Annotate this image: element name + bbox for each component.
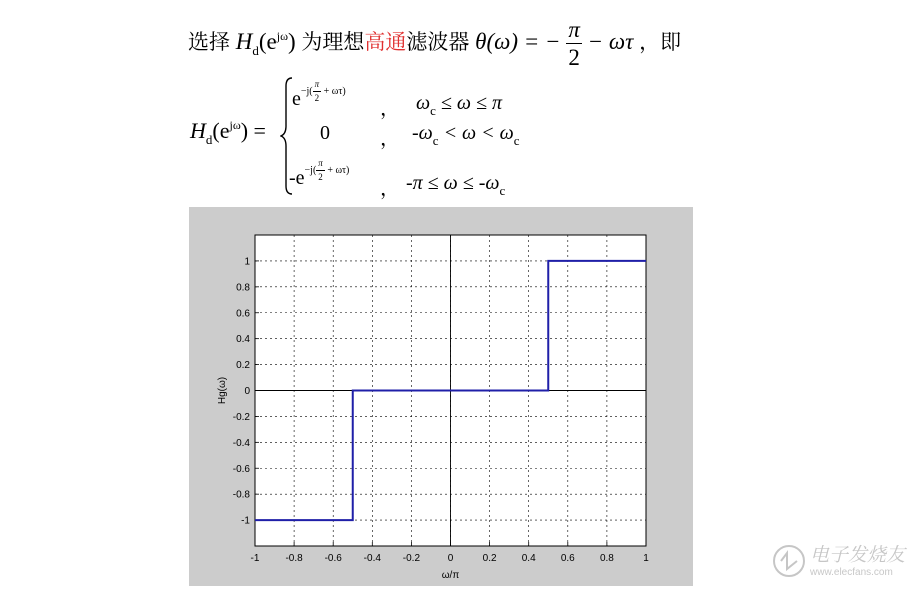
lhs-e: e	[219, 118, 230, 143]
y-tick-label-5: 0	[244, 386, 250, 397]
x-tick-label-3: -0.4	[363, 553, 381, 564]
y-tick-label-7: 0.4	[236, 334, 250, 346]
x-tick-label-2: -0.6	[324, 553, 342, 564]
y-tick-label-1: -0.8	[232, 489, 250, 501]
step-response-plot	[189, 207, 693, 586]
case2-expr: 0	[320, 122, 330, 144]
y-tick-label-0: -1	[241, 515, 250, 527]
jw-exponent: jω	[276, 28, 288, 43]
lhs-jw: jω	[229, 118, 241, 132]
pi-over-2	[566, 18, 582, 69]
intro-rest: 滤波器	[406, 29, 470, 54]
watermark-title: 电子发烧友	[810, 544, 906, 566]
hd-symbol: H	[235, 28, 253, 54]
x-tick-label-9: 0.8	[599, 553, 614, 564]
case1-e: e	[292, 88, 301, 110]
hd-lhs-subscript: d	[205, 132, 213, 147]
case1-exponent: −j( π 2 + ωτ)	[300, 79, 346, 104]
case2-condition: $-\omega_c < \omega < \omega_c$	[412, 122, 520, 148]
lpar: (	[258, 28, 267, 54]
x-tick-label-8: 0.6	[560, 553, 575, 564]
intro-select: 选择	[188, 29, 230, 54]
case1-expr	[292, 79, 346, 114]
y-tick-label-8: 0.6	[236, 308, 250, 320]
x-tick-label-7: 0.4	[521, 553, 536, 564]
watermark	[770, 540, 910, 586]
y-tick-label-9: 0.8	[236, 282, 250, 294]
x-tick-label-10: 1	[643, 553, 649, 564]
case2-comma: ，	[380, 128, 400, 150]
y-tick-label-10: 1	[244, 256, 250, 268]
e-base: e	[266, 28, 277, 54]
case1-condition: $\omega_c \le \omega \le \pi$	[416, 92, 502, 118]
intro-line	[188, 18, 681, 69]
case3-expr	[289, 158, 350, 193]
minus-omega-tau: − ωτ	[587, 28, 634, 54]
x-tick-label-4: -0.2	[402, 553, 421, 564]
lhs-rpar: )	[240, 118, 249, 143]
lhs-equals: =	[248, 118, 266, 143]
hd-subscript: d	[252, 42, 259, 58]
intro-highlight: 高通	[364, 29, 407, 54]
x-tick-label-5: 0	[447, 553, 454, 564]
y-tick-label-2: -0.6	[232, 463, 250, 475]
y-tick-label-3: -0.4	[232, 437, 250, 449]
y-tick-label-6: 0.2	[236, 360, 250, 372]
y-axis-label: Hg(ω)	[217, 376, 228, 405]
two-denominator: 2	[568, 45, 580, 70]
case3-e: -e	[289, 167, 305, 189]
rpar: )	[288, 28, 296, 54]
y-tick-label-4: -0.2	[232, 411, 250, 423]
case3-condition: $-\pi \le \omega \le -\omega_c$	[406, 172, 506, 198]
pi-numerator: π	[568, 17, 580, 42]
intro-mid: 为理想	[301, 29, 365, 54]
intro-end: ，即	[639, 29, 682, 54]
case1-comma: ，	[380, 98, 400, 120]
theta-expr: θ(ω) = −	[475, 28, 561, 54]
x-tick-label-1: -0.8	[285, 553, 303, 564]
x-axis-label: ω/π	[441, 570, 460, 581]
x-tick-label-0: -1	[250, 553, 260, 564]
x-tick-label-6: 0.2	[482, 553, 497, 564]
lhs-lpar: (	[212, 118, 220, 143]
piecewise-lhs	[190, 118, 266, 147]
matlab-figure	[189, 207, 693, 586]
watermark-logo-icon	[770, 540, 808, 582]
case3-exponent: −j( π 2 + ωτ)	[304, 158, 350, 183]
case3-comma: ，	[380, 178, 400, 200]
watermark-url: www.elecfans.com	[810, 567, 893, 578]
hd-lhs-symbol: H	[190, 118, 206, 143]
